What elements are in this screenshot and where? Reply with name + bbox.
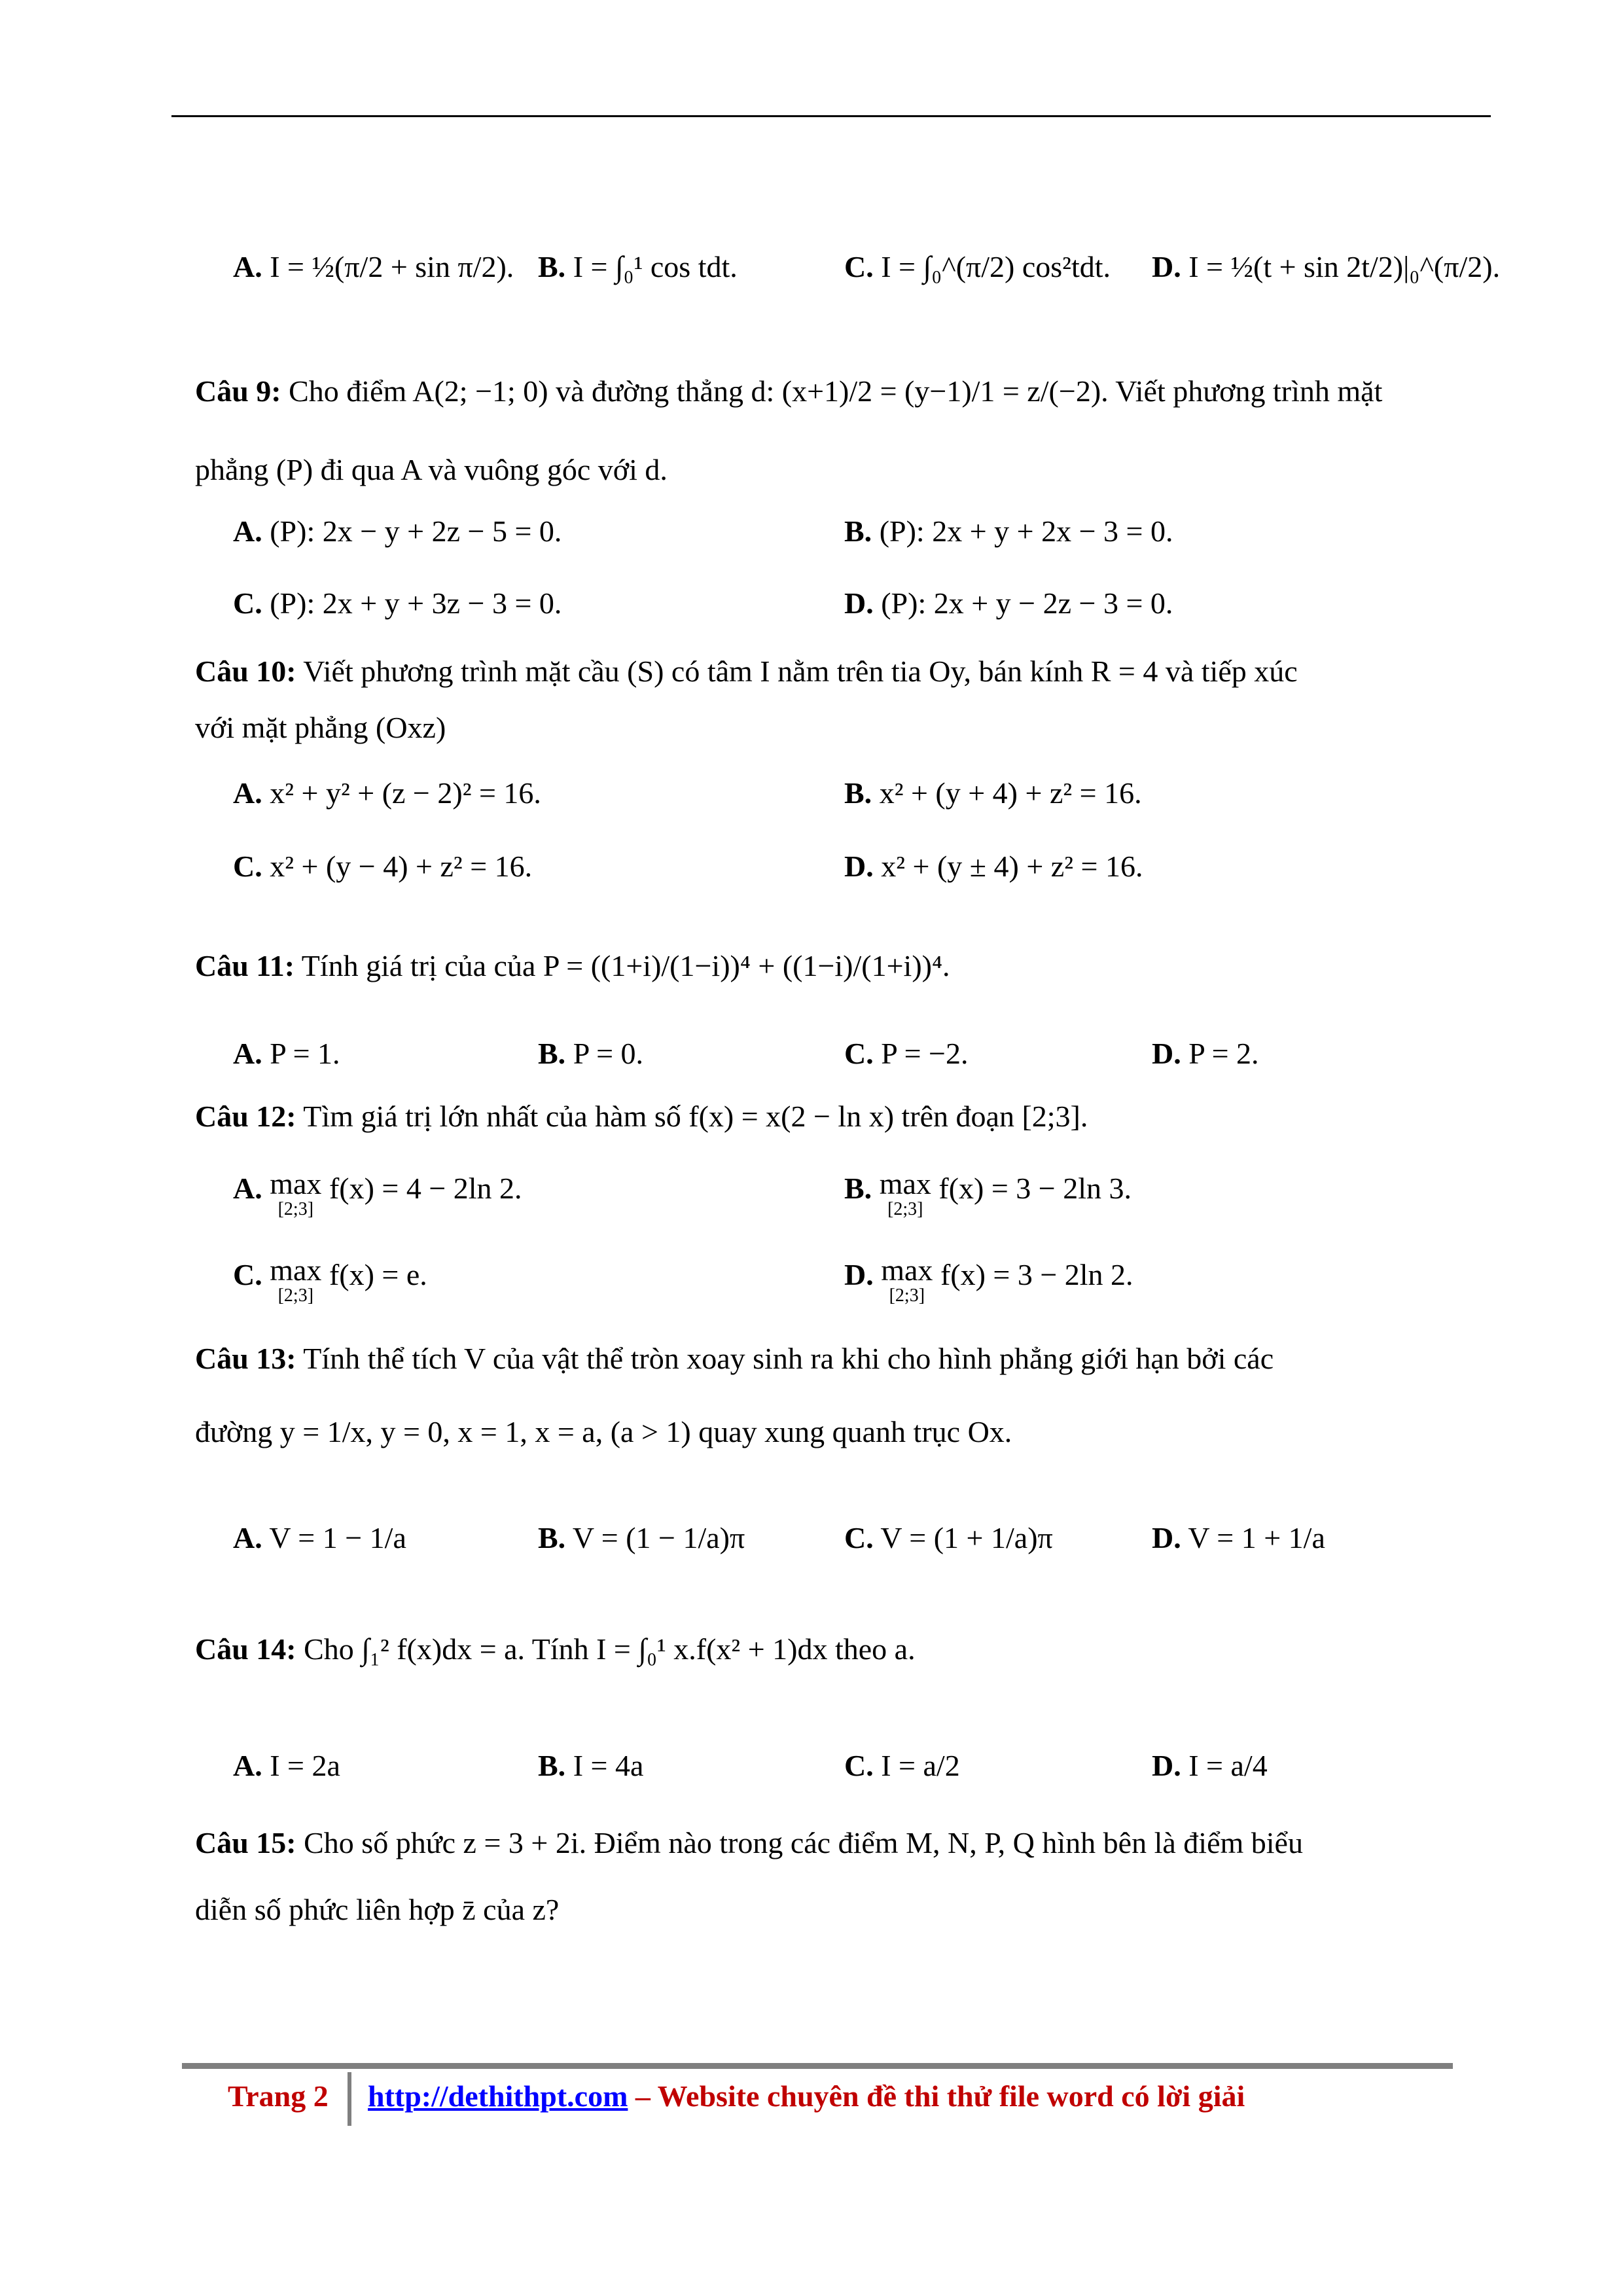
- footer-page-number: Trang 2: [228, 2079, 329, 2113]
- q10-stem-line-1: Câu 10: Viết phương trình mặt cầu (S) có tâm I nằm trên tia Oy, bán kính R = 4 và tiếp xúc: [195, 655, 1298, 688]
- q10-option-a[interactable]: A. x² + y² + (z − 2)² = 16.: [233, 776, 541, 810]
- q11-option-d[interactable]: D. P = 2.: [1152, 1037, 1259, 1070]
- q9-option-d[interactable]: D. (P): 2x + y − 2z − 3 = 0.: [844, 586, 1173, 620]
- q12-option-d[interactable]: D. max [2;3] f(x) = 3 − 2ln 2.: [844, 1253, 1133, 1306]
- q10-option-d[interactable]: D. x² + (y ± 4) + z² = 16.: [844, 850, 1143, 883]
- q9-stem-line-1: Câu 9: Cho điểm A(2; −1; 0) và đường thẳng d: (x+1)/2 = (y−1)/1 = z/(−2). Viết phương trình mặt: [195, 374, 1383, 408]
- q15-stem-line-1: Câu 15: Cho số phức z = 3 + 2i. Điểm nào trong các điểm M, N, P, Q hình bên là điểm biểu: [195, 1826, 1303, 1859]
- q11-label: Câu 11:: [195, 949, 295, 982]
- q14-option-b[interactable]: B. I = 4a: [538, 1749, 644, 1782]
- q9-option-b[interactable]: B. (P): 2x + y + 2x − 3 = 0.: [844, 514, 1173, 548]
- q10-option-c[interactable]: C. x² + (y − 4) + z² = 16.: [233, 850, 533, 883]
- q9-stem-line-2: phẳng (P) đi qua A và vuông góc với d.: [195, 453, 668, 486]
- q11-option-b[interactable]: B. P = 0.: [538, 1037, 644, 1070]
- q8-option-b[interactable]: B. I = ∫₀¹ cos tdt.: [538, 250, 738, 283]
- max-operator: max [2;3]: [270, 1253, 322, 1306]
- q8-option-a[interactable]: A. I = ½(π/2 + sin π/2).: [233, 250, 514, 283]
- q8-option-c-text: I = ∫₀^(π/2) cos²tdt.: [881, 250, 1111, 283]
- q14-option-c[interactable]: C. I = a/2: [844, 1749, 960, 1782]
- q11-option-c[interactable]: C. P = −2.: [844, 1037, 969, 1070]
- q11-option-a[interactable]: A. P = 1.: [233, 1037, 340, 1070]
- q11-stem: Câu 11: Tính giá trị của của P = ((1+i)/(1−i))⁴ + ((1−i)/(1+i))⁴.: [195, 949, 950, 982]
- q8-option-b-text: I = ∫₀¹ cos tdt.: [573, 250, 738, 283]
- q8-option-d[interactable]: D. I = ½(t + sin 2t/2)|₀^(π/2).: [1152, 250, 1501, 283]
- q13-option-a[interactable]: A. V = 1 − 1/a: [233, 1521, 406, 1554]
- footer-link[interactable]: http://dethithpt.com: [368, 2079, 628, 2113]
- footer-text: [368, 2079, 1245, 2113]
- q12-label: Câu 12:: [195, 1100, 296, 1133]
- footer-rule: [182, 2063, 1453, 2069]
- q13-stem-line-1: Câu 13: Tính thể tích V của vật thể tròn xoay sinh ra khi cho hình phẳng giới hạn bởi các: [195, 1342, 1274, 1375]
- q8-option-d-text: I = ½(t + sin 2t/2)|₀^(π/2).: [1188, 250, 1501, 283]
- q13-label: Câu 13:: [195, 1342, 296, 1375]
- q12-stem: Câu 12: Tìm giá trị lớn nhất của hàm số f(x) = x(2 − ln x) trên đoạn [2;3].: [195, 1100, 1088, 1133]
- q8-option-c[interactable]: C. I = ∫₀^(π/2) cos²tdt.: [844, 250, 1111, 283]
- header-rule: [171, 115, 1491, 117]
- q9-option-c[interactable]: C. (P): 2x + y + 3z − 3 = 0.: [233, 586, 562, 620]
- q10-stem-line-2: với mặt phẳng (Oxz): [195, 711, 446, 744]
- q13-option-d[interactable]: D. V = 1 + 1/a: [1152, 1521, 1325, 1554]
- q12-option-b[interactable]: B. max [2;3] f(x) = 3 − 2ln 3.: [844, 1167, 1132, 1219]
- q12-option-c[interactable]: C. max [2;3] f(x) = e.: [233, 1253, 427, 1306]
- q14-option-d[interactable]: D. I = a/4: [1152, 1749, 1268, 1782]
- q12-option-a[interactable]: A. max [2;3] f(x) = 4 − 2ln 2.: [233, 1167, 522, 1219]
- q13-stem-line-2: đường y = 1/x, y = 0, x = 1, x = a, (a > 1) quay xung quanh trục Ox.: [195, 1415, 1012, 1448]
- q8-option-a-text: I = ½(π/2 + sin π/2).: [270, 250, 514, 283]
- q10-label: Câu 10:: [195, 655, 296, 688]
- q14-stem: Câu 14: Cho ∫₁² f(x)dx = a. Tính I = ∫₀¹ x.f(x² + 1)dx theo a.: [195, 1632, 916, 1666]
- max-operator: max [2;3]: [270, 1167, 322, 1219]
- max-operator: max [2;3]: [879, 1167, 931, 1219]
- footer-tagline: – Website chuyên đề thi thử file word có lời giải: [628, 2079, 1245, 2113]
- q13-option-b[interactable]: B. V = (1 − 1/a)π: [538, 1521, 745, 1554]
- q14-label: Câu 14:: [195, 1632, 296, 1666]
- q14-option-a[interactable]: A. I = 2a: [233, 1749, 340, 1782]
- q15-stem-line-2: diễn số phức liên hợp z̄ của z?: [195, 1893, 560, 1926]
- max-operator: max [2;3]: [881, 1253, 933, 1306]
- q10-option-b[interactable]: B. x² + (y + 4) + z² = 16.: [844, 776, 1142, 810]
- q9-label: Câu 9:: [195, 374, 281, 408]
- q13-option-c[interactable]: C. V = (1 + 1/a)π: [844, 1521, 1053, 1554]
- q15-label: Câu 15:: [195, 1826, 296, 1859]
- footer-divider: [348, 2072, 351, 2126]
- q9-option-a[interactable]: A. (P): 2x − y + 2z − 5 = 0.: [233, 514, 562, 548]
